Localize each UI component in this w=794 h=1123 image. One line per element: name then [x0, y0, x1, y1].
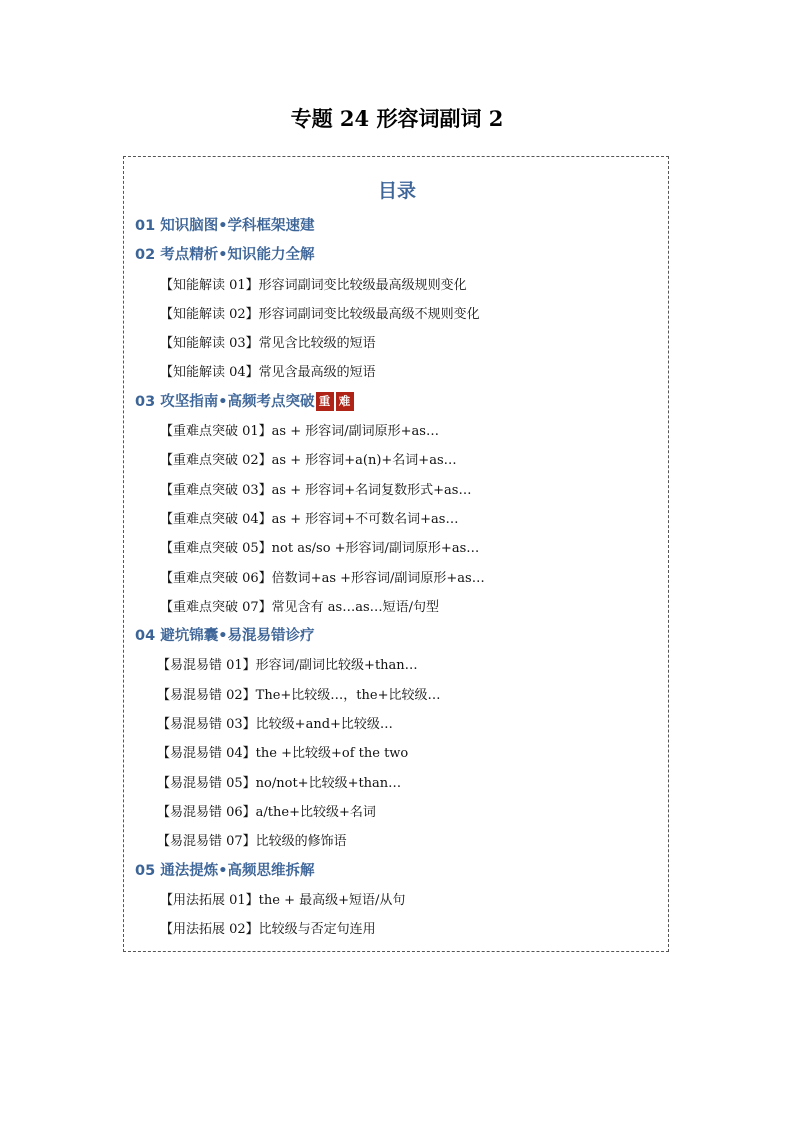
toc-item-label: 【知能解读 03】常见含比较级的短语 [160, 336, 376, 352]
toc-item[interactable] [0, 915, 794, 944]
document-title: 专题 24 形容词副词 2 [290, 106, 504, 131]
toc-item-label: 【易混易错 07】比较级的修饰语 [157, 834, 347, 850]
badge-nan: 难 [336, 392, 354, 411]
toc-item[interactable] [0, 769, 794, 798]
toc-section-label: 05 通法提炼•高频思维拆解 [135, 862, 315, 879]
toc-item[interactable] [0, 505, 794, 534]
toc-item-label: 【重难点突破 07】常见含有 as…as…短语/句型 [160, 599, 440, 615]
toc-item[interactable] [0, 534, 794, 563]
toc-list [0, 212, 794, 944]
toc-item-label: 【重难点突破 04】as + 形容词+不可数名词+as… [160, 511, 459, 527]
toc-section-04[interactable] [0, 622, 794, 651]
toc-item-label: 【重难点突破 06】倍数词+as +形容词/副词原形+as… [160, 570, 485, 586]
toc-item[interactable] [0, 593, 794, 622]
difficulty-badges [316, 392, 356, 412]
toc-item[interactable] [0, 300, 794, 329]
toc-section-03[interactable] [0, 388, 794, 417]
toc-item[interactable] [0, 417, 794, 446]
toc-item-label: 【用法拓展 02】比较级与否定句连用 [160, 922, 376, 938]
toc-item[interactable] [0, 651, 794, 680]
toc-section-label: 01 知识脑图•学科框架速建 [135, 218, 315, 234]
toc-item-label: 【重难点突破 02】as + 形容词+a(n)+名词+as… [160, 453, 457, 469]
toc-section-05[interactable] [0, 857, 794, 886]
toc-item-label: 【重难点突破 01】as + 形容词/副词原形+as… [160, 424, 439, 440]
toc-section-01[interactable] [0, 212, 794, 241]
toc-item-label: 【易混易错 06】a/the+比较级+名词 [157, 804, 376, 820]
toc-item-label: 【易混易错 04】the +比较级+of the two [157, 746, 409, 762]
toc-item[interactable] [0, 329, 794, 358]
toc-item[interactable] [0, 271, 794, 300]
toc-item[interactable] [0, 739, 794, 768]
toc-section-label: 04 避坑锦囊•易混易错诊疗 [135, 628, 315, 645]
toc-item[interactable] [0, 564, 794, 593]
toc-item[interactable] [0, 710, 794, 739]
toc-item-label: 【知能解读 04】常见含最高级的短语 [160, 365, 376, 381]
badge-zhong: 重 [316, 392, 334, 411]
toc-item-label: 【易混易错 03】比较级+and+比较级… [157, 717, 393, 733]
toc-item[interactable] [0, 446, 794, 475]
toc-item-label: 【易混易错 05】no/not+比较级+than… [157, 775, 402, 791]
toc-heading: 目录 [377, 180, 416, 202]
toc-item-label: 【重难点突破 05】not as/so +形容词/副词原形+as… [160, 541, 480, 557]
toc-item-label: 【用法拓展 01】the + 最高级+短语/从句 [160, 892, 406, 908]
toc-section-label: 03 攻坚指南•高频考点突破 [135, 393, 315, 410]
toc-item[interactable] [0, 827, 794, 856]
toc-item[interactable] [0, 681, 794, 710]
toc-section-label: 02 考点精析•知识能力全解 [135, 247, 315, 264]
toc-item-label: 【知能解读 01】形容词副词变比较级最高级规则变化 [160, 277, 467, 293]
toc-item-label: 【知能解读 02】形容词副词变比较级最高级不规则变化 [160, 306, 480, 322]
toc-item[interactable] [0, 358, 794, 387]
toc-item-label: 【易混易错 01】形容词/副词比较级+than… [157, 658, 418, 674]
toc-item-label: 【易混易错 02】The+比较级…，the+比较级… [157, 687, 441, 703]
toc-item[interactable] [0, 886, 794, 915]
toc-item[interactable] [0, 476, 794, 505]
toc-item[interactable] [0, 798, 794, 827]
toc-item-label: 【重难点突破 03】as + 形容词+名词复数形式+as… [160, 482, 472, 498]
toc-section-02[interactable] [0, 241, 794, 270]
